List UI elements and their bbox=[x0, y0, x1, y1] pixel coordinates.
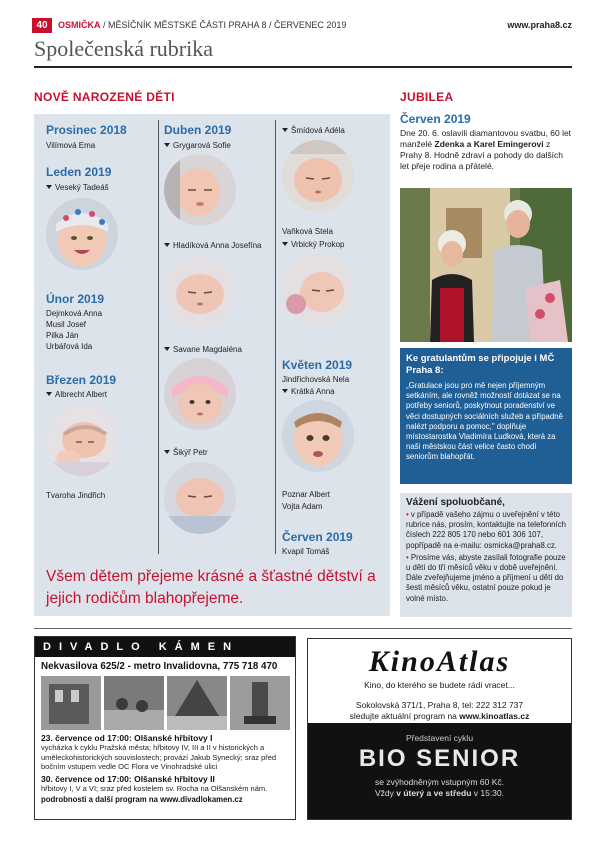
website[interactable]: www.praha8.cz bbox=[507, 20, 572, 30]
congrats-box bbox=[400, 348, 572, 484]
divadlo-footer[interactable]: podrobnosti a další program na www.divadlokamen.cz bbox=[41, 795, 243, 804]
month-heading: Březen 2019 bbox=[46, 373, 117, 387]
baby-name: Vaňková Stela bbox=[282, 227, 333, 236]
couple-photo bbox=[400, 188, 572, 342]
baby-photo bbox=[282, 400, 354, 472]
bio-senior-info: se zvýhodněným vstupným 60 Kč. Vždy v úterý a ve středu v 15:30. bbox=[375, 777, 504, 798]
photo bbox=[230, 676, 290, 730]
divadlo-photos bbox=[35, 672, 295, 730]
baby-name: Urbářová Ida bbox=[46, 342, 93, 351]
baby-name: Jindřichovská Nela bbox=[282, 375, 350, 384]
month-heading: Květen 2019 bbox=[282, 358, 353, 372]
divadlo-name: DIVADLO KÁMEN bbox=[35, 637, 295, 657]
notice-paragraph: • Prosíme vás, abyste zasílali fotografie pouze u dětí do tří měsíců věku v době uveřejnění. Dále zveřejňujeme jméno a příjmení u dětí do šesti měsíců věku, ostatní pouze pokud je volné místo. bbox=[406, 552, 566, 603]
page-number: 40 bbox=[32, 18, 52, 33]
kino-url[interactable]: www.kinoatlas.cz bbox=[459, 711, 530, 721]
kino-address: Sokolovská 371/1, Praha 8, tel: 222 312 737 sledujte aktuální program na www.kinoatlas.cz bbox=[349, 700, 530, 721]
baby-photo bbox=[164, 358, 236, 430]
photo bbox=[41, 676, 101, 730]
kino-atlas-ad bbox=[307, 638, 572, 820]
baby-name: Krátká Anna bbox=[282, 386, 335, 397]
baby-name: Savane Magdaléna bbox=[164, 344, 242, 355]
baby-name: Grygarová Sofie bbox=[164, 140, 231, 151]
baby-name: Šikýř Petr bbox=[164, 447, 208, 458]
baby-name: Dejmková Anna bbox=[46, 309, 103, 318]
kino-logo: KinoAtlas bbox=[368, 645, 511, 678]
divider bbox=[34, 66, 572, 68]
baby-photo bbox=[164, 256, 236, 328]
divider bbox=[34, 628, 572, 629]
baby-name: Pilka Ján bbox=[46, 331, 79, 340]
baby-name: Vojta Adam bbox=[282, 502, 323, 511]
baby-photo bbox=[164, 154, 236, 226]
event-title: 23. července od 17:00: Olšanské hřbitovy I bbox=[41, 733, 213, 743]
event-title: 30. července od 17:00: Olšanské hřbitovy II bbox=[41, 773, 215, 784]
jubilea-month: Červen 2019 bbox=[400, 112, 471, 126]
divadlo-address: Nekvasilova 625/2 - metro Invalidovna, 775 718 470 bbox=[41, 661, 278, 672]
congrats-title: Ke gratulantům se připojuje i MČ Praha 8: bbox=[406, 353, 555, 376]
event-desc: hřbitovy I, V a VI; sraz před kostelem sv. Rocha na Olšanském nám. bbox=[41, 783, 268, 793]
month-heading: Duben 2019 bbox=[164, 123, 232, 137]
photo bbox=[104, 676, 164, 730]
baby-photo bbox=[46, 404, 118, 476]
baby-name: Veseký Tadeáš bbox=[46, 182, 109, 193]
event-desc: vycházka k cyklu Pražská města; hřbitovy IV, III a II v historických a uměleckohistorických souvislostech; provází Jakub Synecký; sraz před bočním vstupem vedle OC Flora ve Vinohradské ulici bbox=[41, 743, 277, 771]
baby-name: Hladíková Anna Josefína bbox=[164, 240, 262, 251]
brand-name: OSMIČKA bbox=[58, 20, 101, 30]
baby-name: Vrbický Prokop bbox=[282, 239, 345, 250]
month-heading: Červen 2019 bbox=[282, 530, 353, 544]
issue-meta: / MĚSÍČNÍK MĚSTSKÉ ČÁSTI PRAHA 8 / ČERVENEC 2019 bbox=[103, 20, 347, 30]
kino-tagline: Kino, do kterého se budete rádi vracet... bbox=[364, 680, 515, 690]
divadlo-kamen-ad bbox=[34, 636, 296, 820]
wish-text: Všem dětem přejeme krásné a šťastné dětství a jejich rodičům blahopřejeme. bbox=[46, 568, 376, 607]
jubilea-text: Dne 20. 6. oslavili diamantovou svatbu, 60 let manželé Zdenka a Karel Emingerovi z Prahy 8. Hodně zdraví a pohody do dalších let přeje rodina a přátelé. bbox=[400, 128, 572, 171]
column-divider bbox=[158, 120, 159, 554]
notice-box bbox=[400, 493, 572, 617]
notice-title: Vážení spoluobčané, bbox=[406, 497, 505, 508]
baby-name: Kvapil Tomáš bbox=[282, 547, 330, 556]
baby-name: Poznar Albert bbox=[282, 490, 331, 499]
baby-photo bbox=[282, 140, 354, 212]
births-title: NOVĚ NAROZENÉ DĚTI bbox=[34, 90, 175, 104]
baby-photo bbox=[46, 198, 118, 270]
baby-name: Šmídová Adéla bbox=[282, 125, 345, 136]
header-line bbox=[58, 20, 346, 30]
section-title: Společenská rubrika bbox=[34, 36, 213, 61]
baby-name: Vilímová Ema bbox=[46, 141, 96, 150]
month-heading: Únor 2019 bbox=[46, 292, 105, 306]
baby-name: Albrecht Albert bbox=[46, 389, 107, 400]
bio-senior-title: BIO SENIOR bbox=[358, 745, 521, 772]
bio-senior-panel bbox=[308, 723, 571, 819]
baby-photo bbox=[282, 254, 354, 326]
baby-photo bbox=[164, 462, 236, 534]
jubilea-title: JUBILEA bbox=[400, 90, 454, 104]
month-heading: Prosinec 2018 bbox=[46, 123, 127, 137]
column-divider bbox=[275, 120, 276, 554]
month-heading: Leden 2019 bbox=[46, 165, 112, 179]
notice-paragraph: • v případě vašeho zájmu o uveřejnění v této rubrice nás, prosím, kontaktujte na telefonních číslech 222 805 170 nebo 601 306 107, popřípadě na e-mailu: osmicka@praha8.cz. bbox=[406, 510, 566, 550]
baby-name: Tvaroha Jindřich bbox=[46, 491, 106, 500]
baby-name: Musil Josef bbox=[46, 320, 87, 329]
photo bbox=[167, 676, 227, 730]
congrats-body: „Gratulace jsou pro mě nejen příjemným setkáním, ale rovněž možností dotázat se na potřeby seniorů, poskytnout poradenství ve věci dostupných sociálních služeb a případně nalézt podporu a pomoc," doplňuje místostarostka Vladimíra Ludková, která za naši městskou část velice často chodí seniorům blahopřát. bbox=[406, 381, 563, 462]
cycle-label: Představení cyklu bbox=[405, 733, 474, 743]
